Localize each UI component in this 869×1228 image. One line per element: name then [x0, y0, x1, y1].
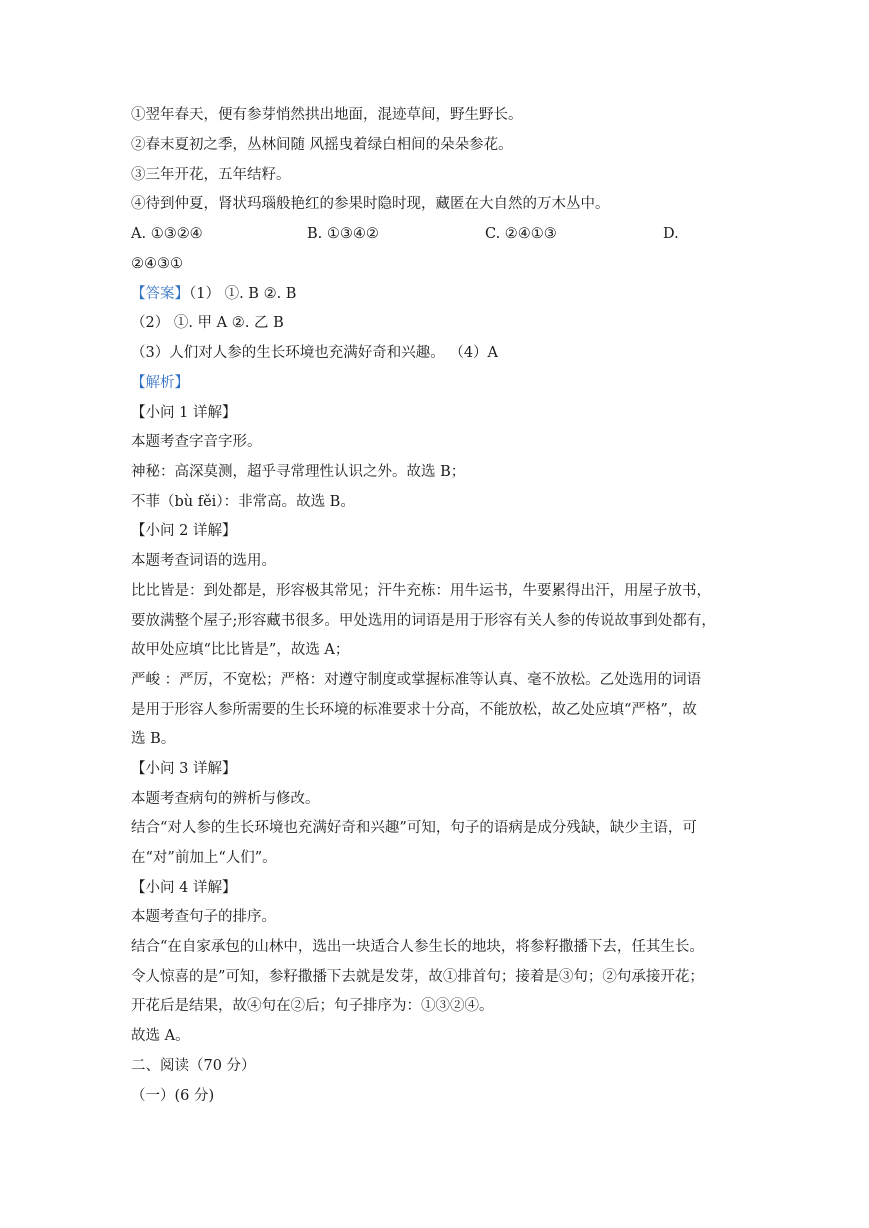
- q2-text-5: 严峻 ：严厉，不宽松；严格：对遵守制度或掌握标准等认真、毫不放松。乙处选用的词语: [131, 672, 702, 688]
- q2-text-4: 故甲处应填“比比皆是”，故选 A；: [131, 642, 350, 658]
- q3-text-3: 在“对”前加上“人们”。: [131, 850, 277, 866]
- choice-a: A. ①③②④: [131, 226, 203, 242]
- choice-d: D.: [663, 226, 679, 242]
- section-heading: 二、阅读（70 分）: [131, 1058, 256, 1074]
- q2-heading: 【小问 2 详解】: [131, 523, 237, 539]
- option-sentence-2: ②春末夏初之季，丛林间随 风摇曳着绿白相间的朵朵参花。: [131, 137, 513, 153]
- q1-text-1: 本题考查字音字形。: [131, 434, 262, 450]
- option-sentence-4: ④待到仲夏，肾状玛瑙般艳红的参果时隐时现，藏匿在大自然的万木丛中。: [131, 196, 610, 212]
- q2-text-2: 比比皆是：到处都是，形容极其常见；汗牛充栋：用牛运书，牛要累得出汗，用屋子放书，: [131, 583, 711, 599]
- answer-line-3: （3）人们对人参的生长环境也充满好奇和兴趣。 （4）A: [131, 345, 499, 361]
- q2-text-1: 本题考查词语的选用。: [131, 553, 276, 569]
- q3-heading: 【小问 3 详解】: [131, 761, 237, 777]
- answer-line-1: [131, 284, 746, 304]
- q1-text-3: 不菲（bù fěi）：非常高。故选 B。: [131, 494, 355, 510]
- q4-text-3: 令人惊喜的是”可知，参籽撒播下去就是发芽，故①排首句；接着是③句；②句承接开花；: [131, 969, 704, 985]
- q2-text-6: 是用于形容人参所需要的生长环境的标准要求十分高，不能放松，故乙处应填“严格”，故: [131, 702, 697, 718]
- choice-b: B. ①③④②: [307, 226, 379, 242]
- q2-text-7: 选 B。: [131, 731, 176, 747]
- q4-text-2: 结合“在自家承包的山林中，选出一块适合人参生长的地块，将参籽撒播下去，任其生长。: [131, 939, 704, 955]
- q3-text-2: 结合“对人参的生长环境也充满好奇和兴趣”可知，句子的语病是成分残缺，缺少主语，可: [131, 820, 697, 836]
- answer-line-2: （2） ①. 甲 A ②. 乙 B: [131, 315, 284, 331]
- q3-text-1: 本题考查病句的辨析与修改。: [131, 791, 320, 807]
- subsection-heading: （一）(6 分): [131, 1088, 215, 1104]
- choice-c: C. ②④①③: [485, 226, 557, 242]
- q4-text-5: 故选 A。: [131, 1028, 190, 1044]
- analysis-label: 【解析】: [131, 375, 189, 391]
- q1-heading: 【小问 1 详解】: [131, 405, 237, 421]
- q4-text-1: 本题考查句子的排序。: [131, 909, 276, 925]
- answer-part-1: （1） ①. B ②. B: [189, 286, 297, 302]
- answer-label: 【答案】: [131, 286, 189, 302]
- q2-text-3: 要放满整个屋子;形容藏书很多。甲处选用的词语是用于形容有关人参的传说故事到处都有，: [131, 613, 716, 629]
- option-sentence-1: ①翌年春天，便有参芽悄然拱出地面，混迹草间，野生野长。: [131, 107, 523, 123]
- q4-heading: 【小问 4 详解】: [131, 880, 237, 896]
- q1-text-2: 神秘：高深莫测，超乎寻常理性认识之外。故选 B；: [131, 464, 466, 480]
- q4-text-4: 开花后是结果，故④句在②后；句子排序为：①③②④。: [131, 998, 494, 1014]
- choice-d-value: ②④③①: [131, 256, 183, 272]
- option-sentence-3: ③三年开花，五年结籽。: [131, 167, 291, 183]
